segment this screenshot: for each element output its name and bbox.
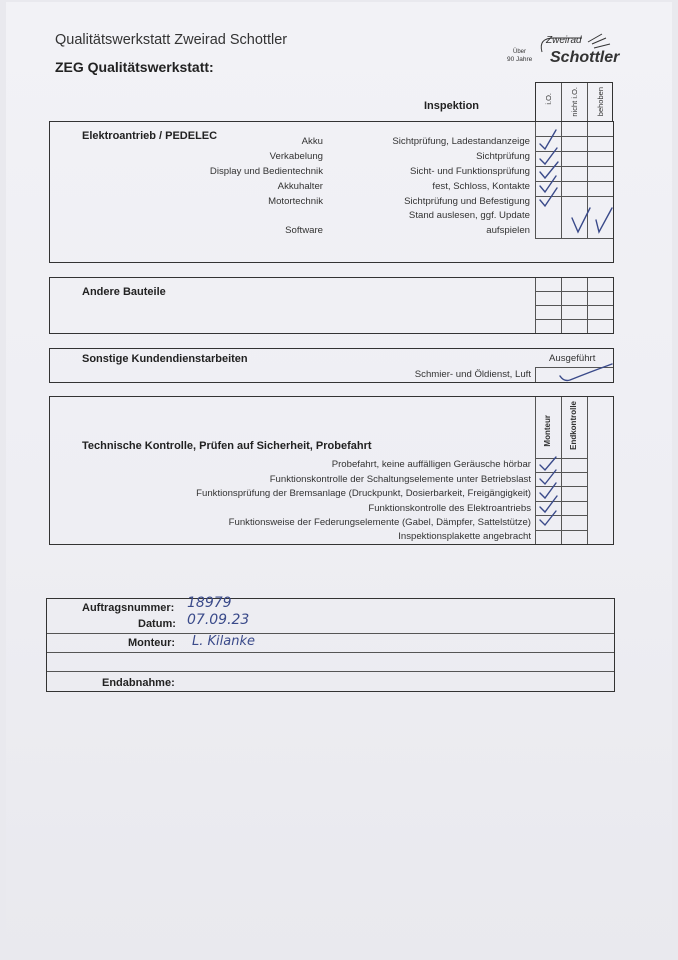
check-befestigung: Sichtprüfung und Befestigung <box>404 196 530 207</box>
logo-badge-line1: Über <box>513 49 527 55</box>
component-akkuhalter: Akkuhalter <box>277 181 323 192</box>
technik-item-plakette: Inspektionsplakette angebracht <box>398 531 531 542</box>
section-elektroantrieb <box>49 121 614 263</box>
handwritten-check-ausgefuehrt-icon <box>550 362 615 386</box>
technik-item-bremsanlage: Funktionsprüfung der Bremsanlage (Druckpunkt, Dosierbarkeit, Freigängigkeit) <box>196 488 531 499</box>
component-motortechnik: Motortechnik <box>268 196 323 207</box>
logo-brand-top: Zweirad <box>546 35 582 46</box>
col-behoben: behoben <box>596 87 605 117</box>
col-monteur: Monteur <box>543 415 552 447</box>
section-auftrag <box>46 595 615 692</box>
check-stand-auslesen: Stand auslesen, ggf. Update <box>408 210 530 221</box>
col-io: i.O. <box>544 93 553 105</box>
sonstige-column-ausgefuehrt: Ausgeführt <box>549 353 596 364</box>
check-fest-schloss: fest, Schloss, Kontakte <box>432 181 530 192</box>
page-subtitle: ZEG Qualitätswerkstatt: <box>55 59 214 75</box>
logo-brand-main: Schottler <box>550 49 620 66</box>
page-title: Qualitätswerkstatt Zweirad Schottler <box>55 32 288 48</box>
section-andere-bauteile <box>49 277 614 334</box>
technik-item-schaltung: Funktionskontrolle der Schaltungselemente unter Betriebslast <box>269 474 531 485</box>
section-technische-kontrolle <box>49 396 614 545</box>
check-sichtpruefung-ladestand: Sichtprüfung, Ladestandanzeige <box>392 136 530 147</box>
col-nicht-io: nicht i.O. <box>570 87 579 117</box>
handwritten-monteur-checks-icon <box>536 453 566 533</box>
section-sonstige <box>49 348 614 383</box>
technik-item-federung: Funktionsweise der Federungselemente (Gabel, Dämpfer, Sattelstütze) <box>228 517 531 528</box>
auftrag-label: Auftragsnummer: <box>82 602 175 614</box>
brand-logo <box>502 32 622 72</box>
check-sichtpruefung: Sichtprüfung <box>476 151 530 162</box>
datum-value[interactable]: 07.09.23 <box>187 612 250 628</box>
handwritten-checkmarks-icon <box>536 126 616 238</box>
sonstige-title: Sonstige Kundendienstarbeiten <box>82 353 248 365</box>
monteur-value[interactable]: L. Kilanke <box>192 634 255 649</box>
auftrag-value[interactable]: 18979 <box>187 595 232 611</box>
component-akku: Akku <box>301 136 323 147</box>
elektro-title: Elektroantrieb / PEDELEC <box>82 130 218 142</box>
monteur-label: Monteur: <box>128 637 176 649</box>
technik-item-elektroantrieb: Funktionskontrolle des Elektroantriebs <box>368 503 531 514</box>
inspection-column-header <box>535 82 613 121</box>
datum-label: Datum: <box>138 618 176 630</box>
endabnahme-label: Endabnahme: <box>102 677 175 689</box>
check-aufspielen: aufspielen <box>486 225 530 236</box>
form-sheet <box>6 2 672 960</box>
andere-title: Andere Bauteile <box>82 286 166 298</box>
component-verkabelung: Verkabelung <box>269 151 323 162</box>
technik-item-probefahrt: Probefahrt, keine auffälligen Geräusche hörbar <box>331 459 531 470</box>
component-display: Display und Bedientechnik <box>209 166 323 177</box>
inspection-heading: Inspektion <box>424 100 480 112</box>
sonstige-item: Schmier- und Öldienst, Luft <box>414 369 531 380</box>
check-sicht-funktion: Sicht- und Funktionsprüfung <box>410 166 530 177</box>
col-endkontrolle: Endkontrolle <box>569 401 578 450</box>
logo-badge-line2: 90 Jahre <box>507 56 533 63</box>
technik-title: Technische Kontrolle, Prüfen auf Sicherheit, Probefahrt <box>82 440 372 452</box>
component-software: Software <box>285 225 323 236</box>
